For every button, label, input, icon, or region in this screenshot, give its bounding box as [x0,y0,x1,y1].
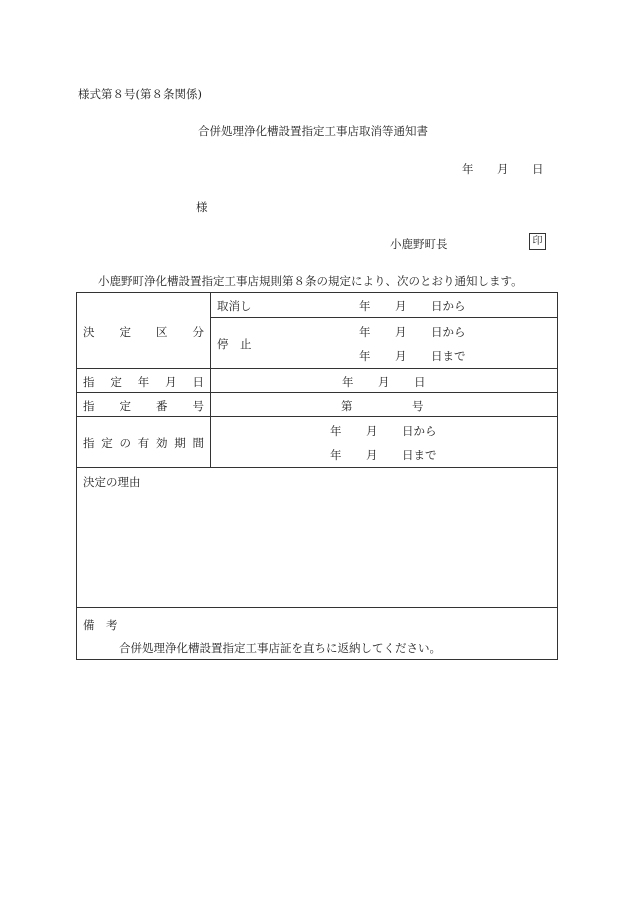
revoke-label: 取消し [217,299,252,313]
designation-number-prefix: 第 [341,399,353,413]
designation-number-label: 指 定 番 号 [83,399,204,413]
table-divider [77,392,557,393]
suspend-to-month: 月 [395,349,407,363]
addressee-suffix: 様 [196,200,208,214]
remarks-text: 合併処理浄化槽設置指定工事店証を直ちに返納してください。 [119,641,441,655]
form-number: 様式第８号(第８条関係) [78,87,202,101]
designation-year: 年 [342,375,354,389]
table-divider [77,368,557,369]
suspend-from-year: 年 [359,325,371,339]
designation-day: 日 [414,375,426,389]
validity-to-month: 月 [366,448,378,462]
date-day: 日 [532,162,544,176]
remarks-label: 備 考 [83,618,118,632]
designation-month: 月 [378,375,390,389]
validity-period-label: 指 定 の 有 効 期 間 [83,436,204,450]
revoke-year: 年 [359,299,371,313]
seal-mark: 印 [529,233,546,250]
decision-reason-label: 決定の理由 [83,475,141,489]
notification-table [76,292,558,660]
validity-to-year: 年 [330,448,342,462]
designation-number-suffix: 号 [412,399,424,413]
decision-reason-field[interactable] [84,479,544,609]
date-month: 月 [497,162,509,176]
table-divider [77,467,557,468]
table-divider [211,317,557,318]
validity-from-day: 日から [402,424,437,438]
validity-from-year: 年 [330,424,342,438]
suspend-label: 停 止 [217,337,252,351]
document-title: 合併処理浄化槽設置指定工事店取消等通知書 [198,124,428,138]
date-year: 年 [462,162,474,176]
decision-category-label: 決 定 区 分 [83,325,204,339]
table-column-divider [210,293,211,467]
suspend-from-day: 日から [431,325,466,339]
issuer-name: 小鹿野町長 [390,237,448,251]
intro-text: 小鹿野町浄化槽設置指定工事店規則第８条の規定により、次のとおり通知します。 [98,274,523,288]
designation-date-label: 指 定 年 月 日 [83,375,204,389]
suspend-from-month: 月 [395,325,407,339]
revoke-month: 月 [395,299,407,313]
validity-to-day: 日まで [402,448,437,462]
suspend-to-year: 年 [359,349,371,363]
suspend-to-day: 日まで [431,349,466,363]
table-divider [77,416,557,417]
validity-from-month: 月 [366,424,378,438]
revoke-day: 日から [431,299,466,313]
